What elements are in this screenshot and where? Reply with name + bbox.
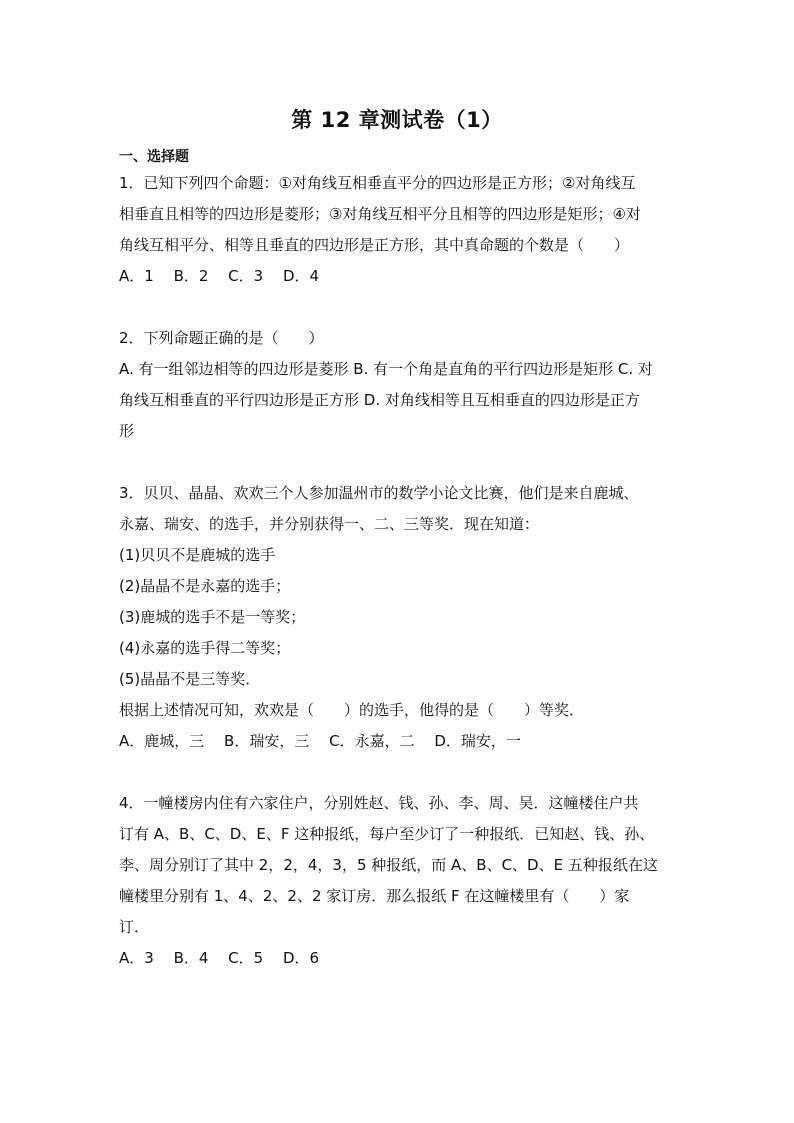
answer-options: A．1 B．2 C．3 D．4 xyxy=(119,267,320,285)
page-title: 第 12 章测试卷（1） xyxy=(291,108,503,132)
question-4 xyxy=(119,788,679,974)
answer-options: 角线互相垂直的平行四边形是正方形 D. 对角线相等且互相垂直的四边形是正方 xyxy=(119,391,640,409)
condition-line: (5)晶晶不是三等奖． xyxy=(119,670,261,688)
question-line: 2．下列命题正确的是（ ） xyxy=(119,329,324,347)
answer-options: A．3 B．4 C．5 D．6 xyxy=(119,949,320,967)
question-line: 根据上述情况可知，欢欢是（ ）的选手，他得的是（ ）等奖． xyxy=(119,701,585,719)
question-line: 订． xyxy=(119,918,150,936)
question-line: 永嘉、瑞安、的选手，并分别获得一、二、三等奖．现在知道： xyxy=(119,515,540,533)
question-line: 幢楼里分别有 1、4、2、2、2 家订房．那么报纸 F 在这幢楼里有（ ）家 xyxy=(119,887,630,905)
question-line: 李、周分别订了其中 2，2，4，3，5 种报纸，而 A、B、C、D、E 五种报纸在这 xyxy=(119,856,658,874)
question-line: 订有 A、B、C、D、E、F 这种报纸，每户至少订了一种报纸．已知赵、钱、孙、 xyxy=(119,825,655,843)
condition-line: (1)贝贝不是鹿城的选手 xyxy=(119,546,276,564)
condition-line: (3)鹿城的选手不是一等奖； xyxy=(119,608,306,626)
section-heading: 一、选择题 xyxy=(119,149,189,165)
answer-options: A．鹿城，三 B．瑞安，三 C．永嘉，二 D．瑞安，一 xyxy=(119,732,521,750)
question-line: 角线互相平分、相等且垂直的四边形是正方形，其中真命题的个数是（ ） xyxy=(119,236,630,254)
question-3 xyxy=(119,478,679,757)
question-line: 1．已知下列四个命题：①对角线互相垂直平分的四边形是正方形；②对角线互 xyxy=(119,174,636,192)
answer-options: A. 有一组邻边相等的四边形是菱形 B. 有一个角是直角的平行四边形是矩形 C. 对 xyxy=(119,360,653,378)
question-line: 4．一幢楼房内住有六家住户，分别姓赵、钱、孙、李、周、吴．这幢楼住户共 xyxy=(119,794,639,812)
question-1 xyxy=(119,168,679,292)
question-2 xyxy=(119,323,679,447)
condition-line: (2)晶晶不是永嘉的选手； xyxy=(119,577,291,595)
condition-line: (4)永嘉的选手得二等奖； xyxy=(119,639,291,657)
question-list xyxy=(119,168,679,974)
question-line: 3．贝贝、晶晶、欢欢三个人参加温州市的数学小论文比赛，他们是来自鹿城、 xyxy=(119,484,639,502)
answer-options: 形 xyxy=(119,422,135,440)
question-line: 相垂直且相等的四边形是菱形；③对角线互相平分且相等的四边形是矩形；④对 xyxy=(119,205,641,223)
